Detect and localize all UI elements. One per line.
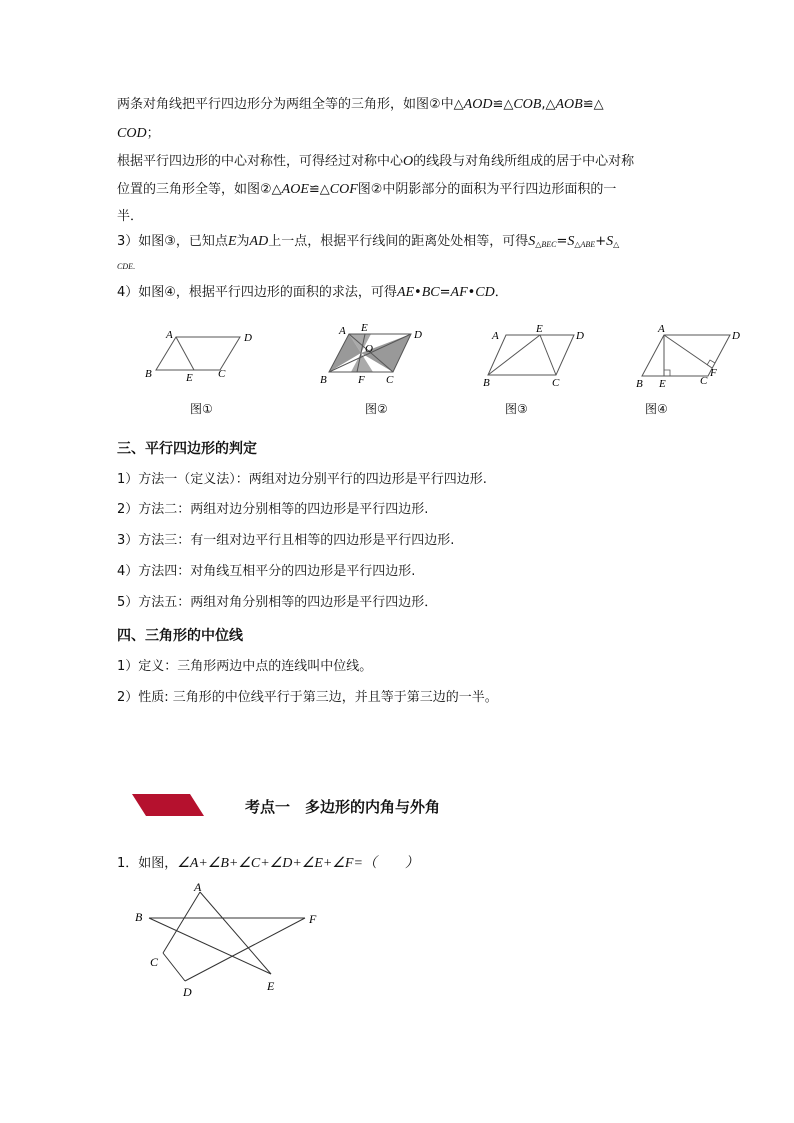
q1-label-f: F (309, 912, 317, 926)
banner-parallelogram-shape (132, 794, 206, 818)
q1-label-e: E (267, 979, 275, 993)
banner-title: 考点一 多边形的内角与外角 (245, 798, 441, 816)
q1-label-a: A (194, 880, 202, 894)
fig1-segment-ae (176, 337, 194, 370)
section-3-item: 2）方法二：两组对边分别相等的四边形是平行四边形. (117, 502, 429, 517)
fig2-label-c: C (386, 374, 394, 386)
para-line-1: 两条对角线把平行四边形分为两组全等的三角形，如图②中△AOD≌△COB,△AOB≌△ (117, 97, 604, 112)
q1-segment-ae (200, 892, 271, 974)
section-4-item: 2）性质: 三角形的中位线平行于第三边，并且等于第三边的一半。 (117, 690, 498, 705)
q1-label-b: B (135, 910, 143, 924)
fig4-label-e: E (659, 378, 666, 390)
question-1-figure (125, 878, 325, 1003)
figure-2-caption: 图② (365, 402, 388, 416)
fig1-label-b: B (145, 368, 152, 380)
fig1-label-a: A (166, 329, 173, 341)
section-3-item: 1）方法一（定义法）：两组对边分别平行的四边形是平行四边形. (117, 472, 487, 487)
figure-1-caption: 图① (190, 402, 213, 416)
section-3-item: 5）方法五：两组对角分别相等的四边形是平行四边形． (117, 595, 438, 610)
para-line-5: 半． (117, 209, 144, 224)
question-1-stem: 1．如图，∠A+∠B+∠C+∠D+∠E+∠F=（ ） (117, 856, 419, 871)
section-4-item: 1）定义：三角形两边中点的连线叫中位线。 (117, 659, 373, 674)
fig3-label-b: B (483, 377, 490, 388)
fig4-label-a: A (658, 323, 665, 335)
fig4-label-d: D (732, 330, 740, 342)
fig3-label-a: A (492, 330, 499, 342)
fig3-label-d: D (576, 330, 584, 342)
figure-2 (315, 320, 425, 388)
fig2-label-f: F (358, 374, 365, 386)
para-line-2: COD； (117, 126, 160, 141)
q1-segment-df (185, 918, 305, 981)
fig1-label-d: D (244, 332, 252, 344)
fig2-label-e: E (361, 322, 368, 334)
fig2-label-a: A (339, 325, 346, 337)
section-3-title: 三、平行四边形的判定 (117, 441, 257, 457)
fig4-label-f: F (710, 367, 717, 379)
figure-4 (630, 320, 750, 390)
section-3-item: 3）方法三：有一组对边平行且相等的四边形是平行四边形. (117, 533, 455, 548)
fig2-label-d: D (414, 329, 422, 341)
figure-3 (478, 320, 588, 388)
para-line-4: 位置的三角形全等，如图②△AOE≌△COF图②中阴影部分的面积为平行四边形面积的一 (117, 182, 617, 197)
q1-label-d: D (183, 985, 192, 999)
fig2-label-b: B (320, 374, 327, 386)
para-line-8: 4）如图④，根据平行四边形的面积的求法，可得AE•BC=AF•CD． (117, 285, 508, 300)
fig4-label-b: B (636, 378, 643, 390)
figure-3-caption: 图③ (505, 402, 528, 416)
fig4-height-af (664, 335, 712, 368)
figure-4-caption: 图④ (645, 402, 668, 416)
q1-label-c: C (150, 955, 159, 969)
fig1-parallelogram (156, 337, 240, 370)
fig4-label-c: C (700, 375, 708, 387)
fig1-label-e: E (186, 372, 193, 384)
fig3-segment-ec (540, 335, 556, 375)
fig4-right-angle-e (664, 370, 670, 376)
para-line-7: CDE. (117, 262, 135, 271)
fig3-label-e: E (536, 323, 543, 335)
fig3-parallelogram (488, 335, 574, 375)
para-line-6: 3）如图③，已知点E为AD上一点，根据平行线间的距离处处相等，可得$S_{\triangle BEC}=S_{\triangle ABE}+S_\triangle$ (117, 234, 620, 249)
fig4-parallelogram (642, 335, 730, 376)
fig3-label-c: C (552, 377, 560, 388)
para-line-3: 根据平行四边形的中心对称性，可得经过对称中心O的线段与对角线所组成的居于中心对称 (117, 154, 635, 169)
q1-segment-ac (163, 892, 200, 953)
fig1-label-c: C (218, 368, 226, 380)
section-3-item: 4）方法四：对角线互相平分的四边形是平行四边形. (117, 564, 416, 579)
fig2-label-o: O (365, 343, 373, 355)
figure-1 (140, 325, 270, 385)
section-4-title: 四、三角形的中位线 (117, 628, 243, 644)
q1-segment-cd (163, 953, 185, 981)
